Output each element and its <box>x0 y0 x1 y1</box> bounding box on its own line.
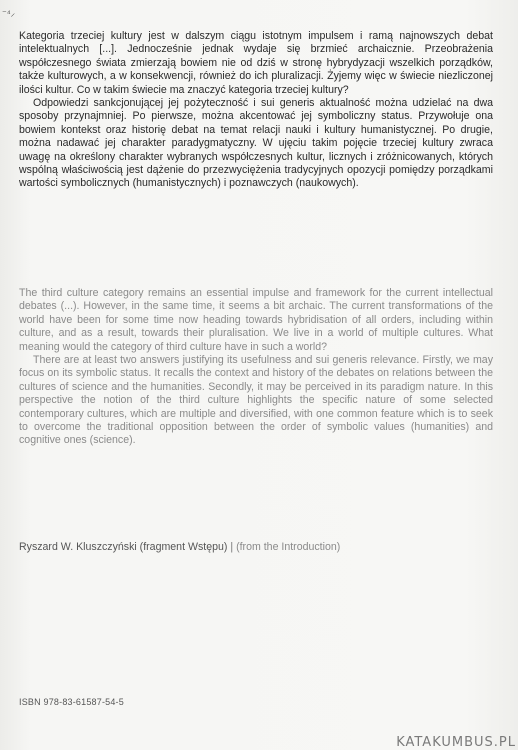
author-credit <box>19 541 499 553</box>
polish-paragraph-2: Odpowiedzi sankcjonującej jej pożyteczność i sui generis aktualność można udzielać na dwa sposoby przynajmniej. Po pierwsze, można akcentować jej symboliczny status. Przywołuje ona bowiem kontekst oraz historię debat na temat relacji nauki i kultury humanistycznej. Po drugie, można nadawać jej charakter paradygmatyczny. W ujęciu takim pojęcie trzeciej kultury zwraca uwagę na określony charakter wybranych współczesnych kultur, licznych i zróżnicowanych, których wspólną właściwością jest dążenie do przezwyciężenia tradycyjnych opozycji pomiędzy porządkami wartości symbolicznych (humanistycznych) i poznawczych (naukowych). <box>19 97 493 190</box>
english-paragraph-1: The third culture category remains an essential impulse and framework for the current intellectual debates (...). However, in the same time, it seems a bit archaic. The current transformations of the world have been for some time now heading towards hybridisation of all orders, including within culture, and as a result, towards their pluralisation. We live in a world of multiple cultures. What meaning would the category of third culture have in such a world? <box>19 287 493 353</box>
polish-paragraph-1: Kategoria trzeciej kultury jest w dalszym ciągu istotnym impulsem i ramą najnowszych debat intelektualnych [...]. Jednocześnie jednak wydaje się brzmieć archaicznie. Przeobrażenia współczesnego świata zmierzają bowiem nie od dziś w stronę hybrydyzacji wszelkich porządków, także kulturowych, a w konsekwencji, również do ich pluralizacji. Żyjemy więc w świecie niezliczonej ilości kultur. Co w takim świecie ma znaczyć kategoria trzeciej kultury? <box>19 30 493 96</box>
isbn-number: ISBN 978-83-61587-54-5 <box>19 697 124 707</box>
author-credit-polish: Ryszard W. Kluszczyński (fragment Wstępu) <box>19 541 228 553</box>
watermark: KATAKUMBUS.PL <box>396 735 516 750</box>
credit-separator: | <box>230 541 234 553</box>
english-paragraph-2: There are at least two answers justifying its usefulness and sui generis relevance. Firstly, we may focus on its symbolic status. It recalls the context and history of the debates on relations between the cultures of science and the humanities. Secondly, it may be perceived in its paradigm nature. In this perspective the notion of the third culture highlights the specific nature of some selected contemporary cultures, which are multiple and diversified, with one common feature which is to seek to overcome the traditional opposition between the order of symbolic values (humanities) and cognitive ones (science). <box>19 354 493 447</box>
english-text-block <box>19 287 493 448</box>
corner-mark: ⁻⁴⸝ <box>2 8 16 18</box>
polish-text-block <box>19 30 493 191</box>
author-credit-english: (from the Introduction) <box>236 541 341 553</box>
